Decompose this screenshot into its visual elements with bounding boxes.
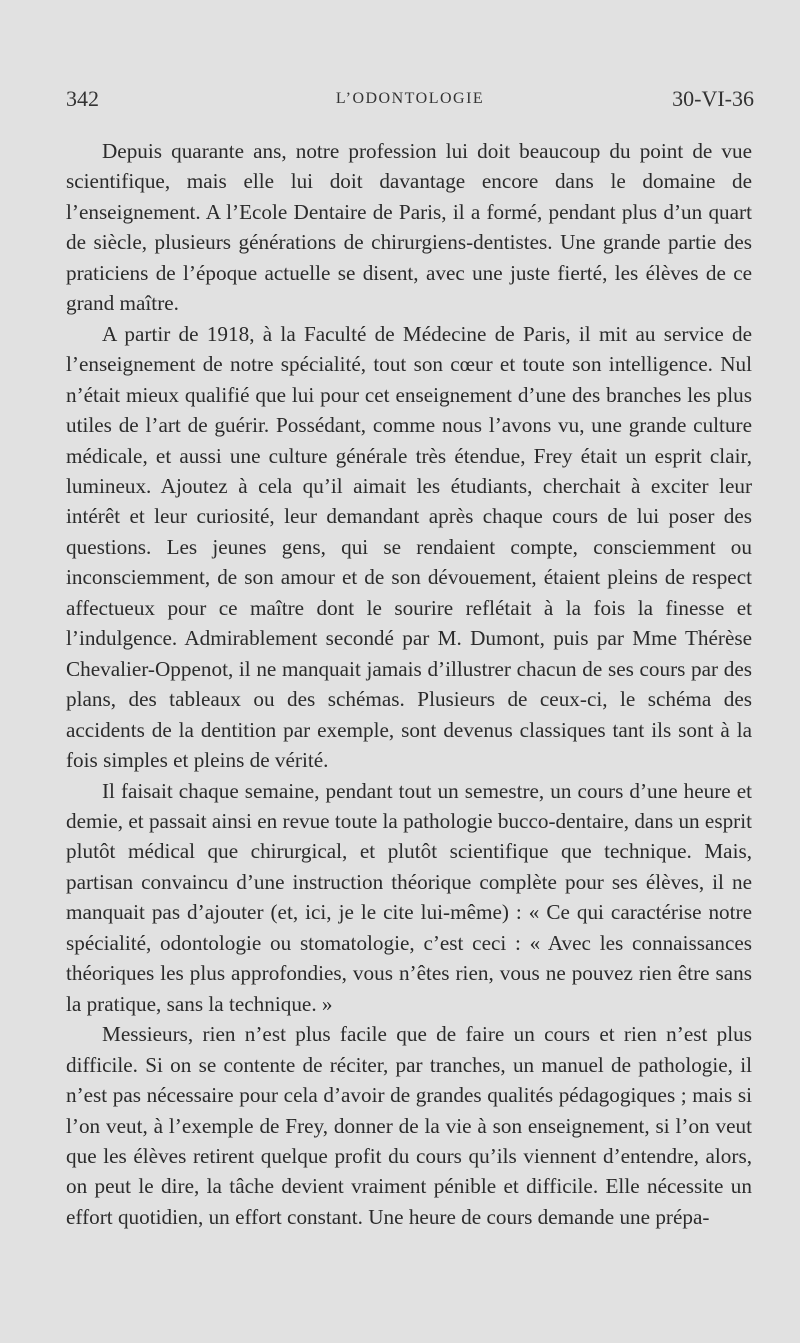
page-number: 342 [66,86,99,111]
paragraph-3: Il faisait chaque semaine, pendant tout un semestre, un cours d’une heure et demie, et passait ainsi en revue toute la pathologie bucco-dentaire, dans un esprit plutôt médical que chirurgical, et plutôt scientifique que technique. Mais, partisan convaincu d’une instruction théorique complète pour ses élèves, il ne manquait pas d’ajouter (et, ici, je le cite lui-même) : « Ce qui caractérise notre spécialité, odontologie ou stomatologie, c’est ceci : « Avec les connaissances théoriques les plus approfondies, vous n’êtes rien, vous ne pouvez rien être sans la pratique, sans la technique. » [66,778,753,1016]
running-header [66,86,754,116]
article-body [66,136,752,1232]
paragraph-1: Depuis quarante ans, notre profession lui doit beaucoup du point de vue scientifique, mais elle lui doit davantage encore dans le domaine de l’enseignement. A l’Ecole Dentaire de Paris, il a formé, pendant plus d’un quart de siècle, plusieurs générations de chirurgiens-dentistes. Une grande partie des praticiens de l’époque actuelle se disent, avec une juste fierté, les élèves de ce grand maître. [66,139,752,316]
issue-date: 30-VI-36 [672,86,754,111]
paragraph-4: Messieurs, rien n’est plus facile que de faire un cours et rien n’est plus difficile. Si on se contente de réciter, par tranches, un manuel de pathologie, il n’est pas nécessaire pour cela d’avoir de grandes qualités pédagogiques ; mais si l’on veut, à l’exemple de Frey, donner de la vie à son enseignement, si l’on veut que les élèves retirent quelque profit du cours qu’ils viennent d’entendre, alors, on peut le dire, la tâche devient vraiment pénible et difficile. Elle nécessite un effort quotidien, un effort constant. Une heure de cours demande une prépa- [66,1022,752,1229]
paragraph-2: A partir de 1918, à la Faculté de Médecine de Paris, il mit au service de l’enseignement de notre spécialité, tout son cœur et toute son intelligence. Nul n’était mieux qualifié que lui pour cet enseignement d’une des branches les plus utiles de l’art de guérir. Possédant, comme nous l’avons vu, une grande culture médicale, et aussi une culture générale très étendue, Frey était un esprit clair, lumineux. Ajoutez à cela qu’il aimait les étudiants, cherchait à exciter leur intérêt et leur curiosité, leur demandant après chaque cours de lui poser des questions. Les jeunes gens, qui se rendaient compte, consciemment ou inconsciemment, de son amour et de son dévouement, étaient pleins de respect affectueux pour ce maître dont le sourire reflétait à la fois la finesse et l’indulgence. Admirablement secondé par M. Dumont, puis par Mme Thérèse Chevalier-Oppenot, il ne manquait jamais d’illustrer chacun de ses cours par des plans, des tableaux ou des schémas. Plusieurs de ceux-ci, le schéma des accidents de la dentition par exemple, sont devenus classiques tant ils sont à la fois simples et pleins de vérité. [66,321,752,773]
journal-title: L’ODONTOLOGIE [335,90,485,107]
